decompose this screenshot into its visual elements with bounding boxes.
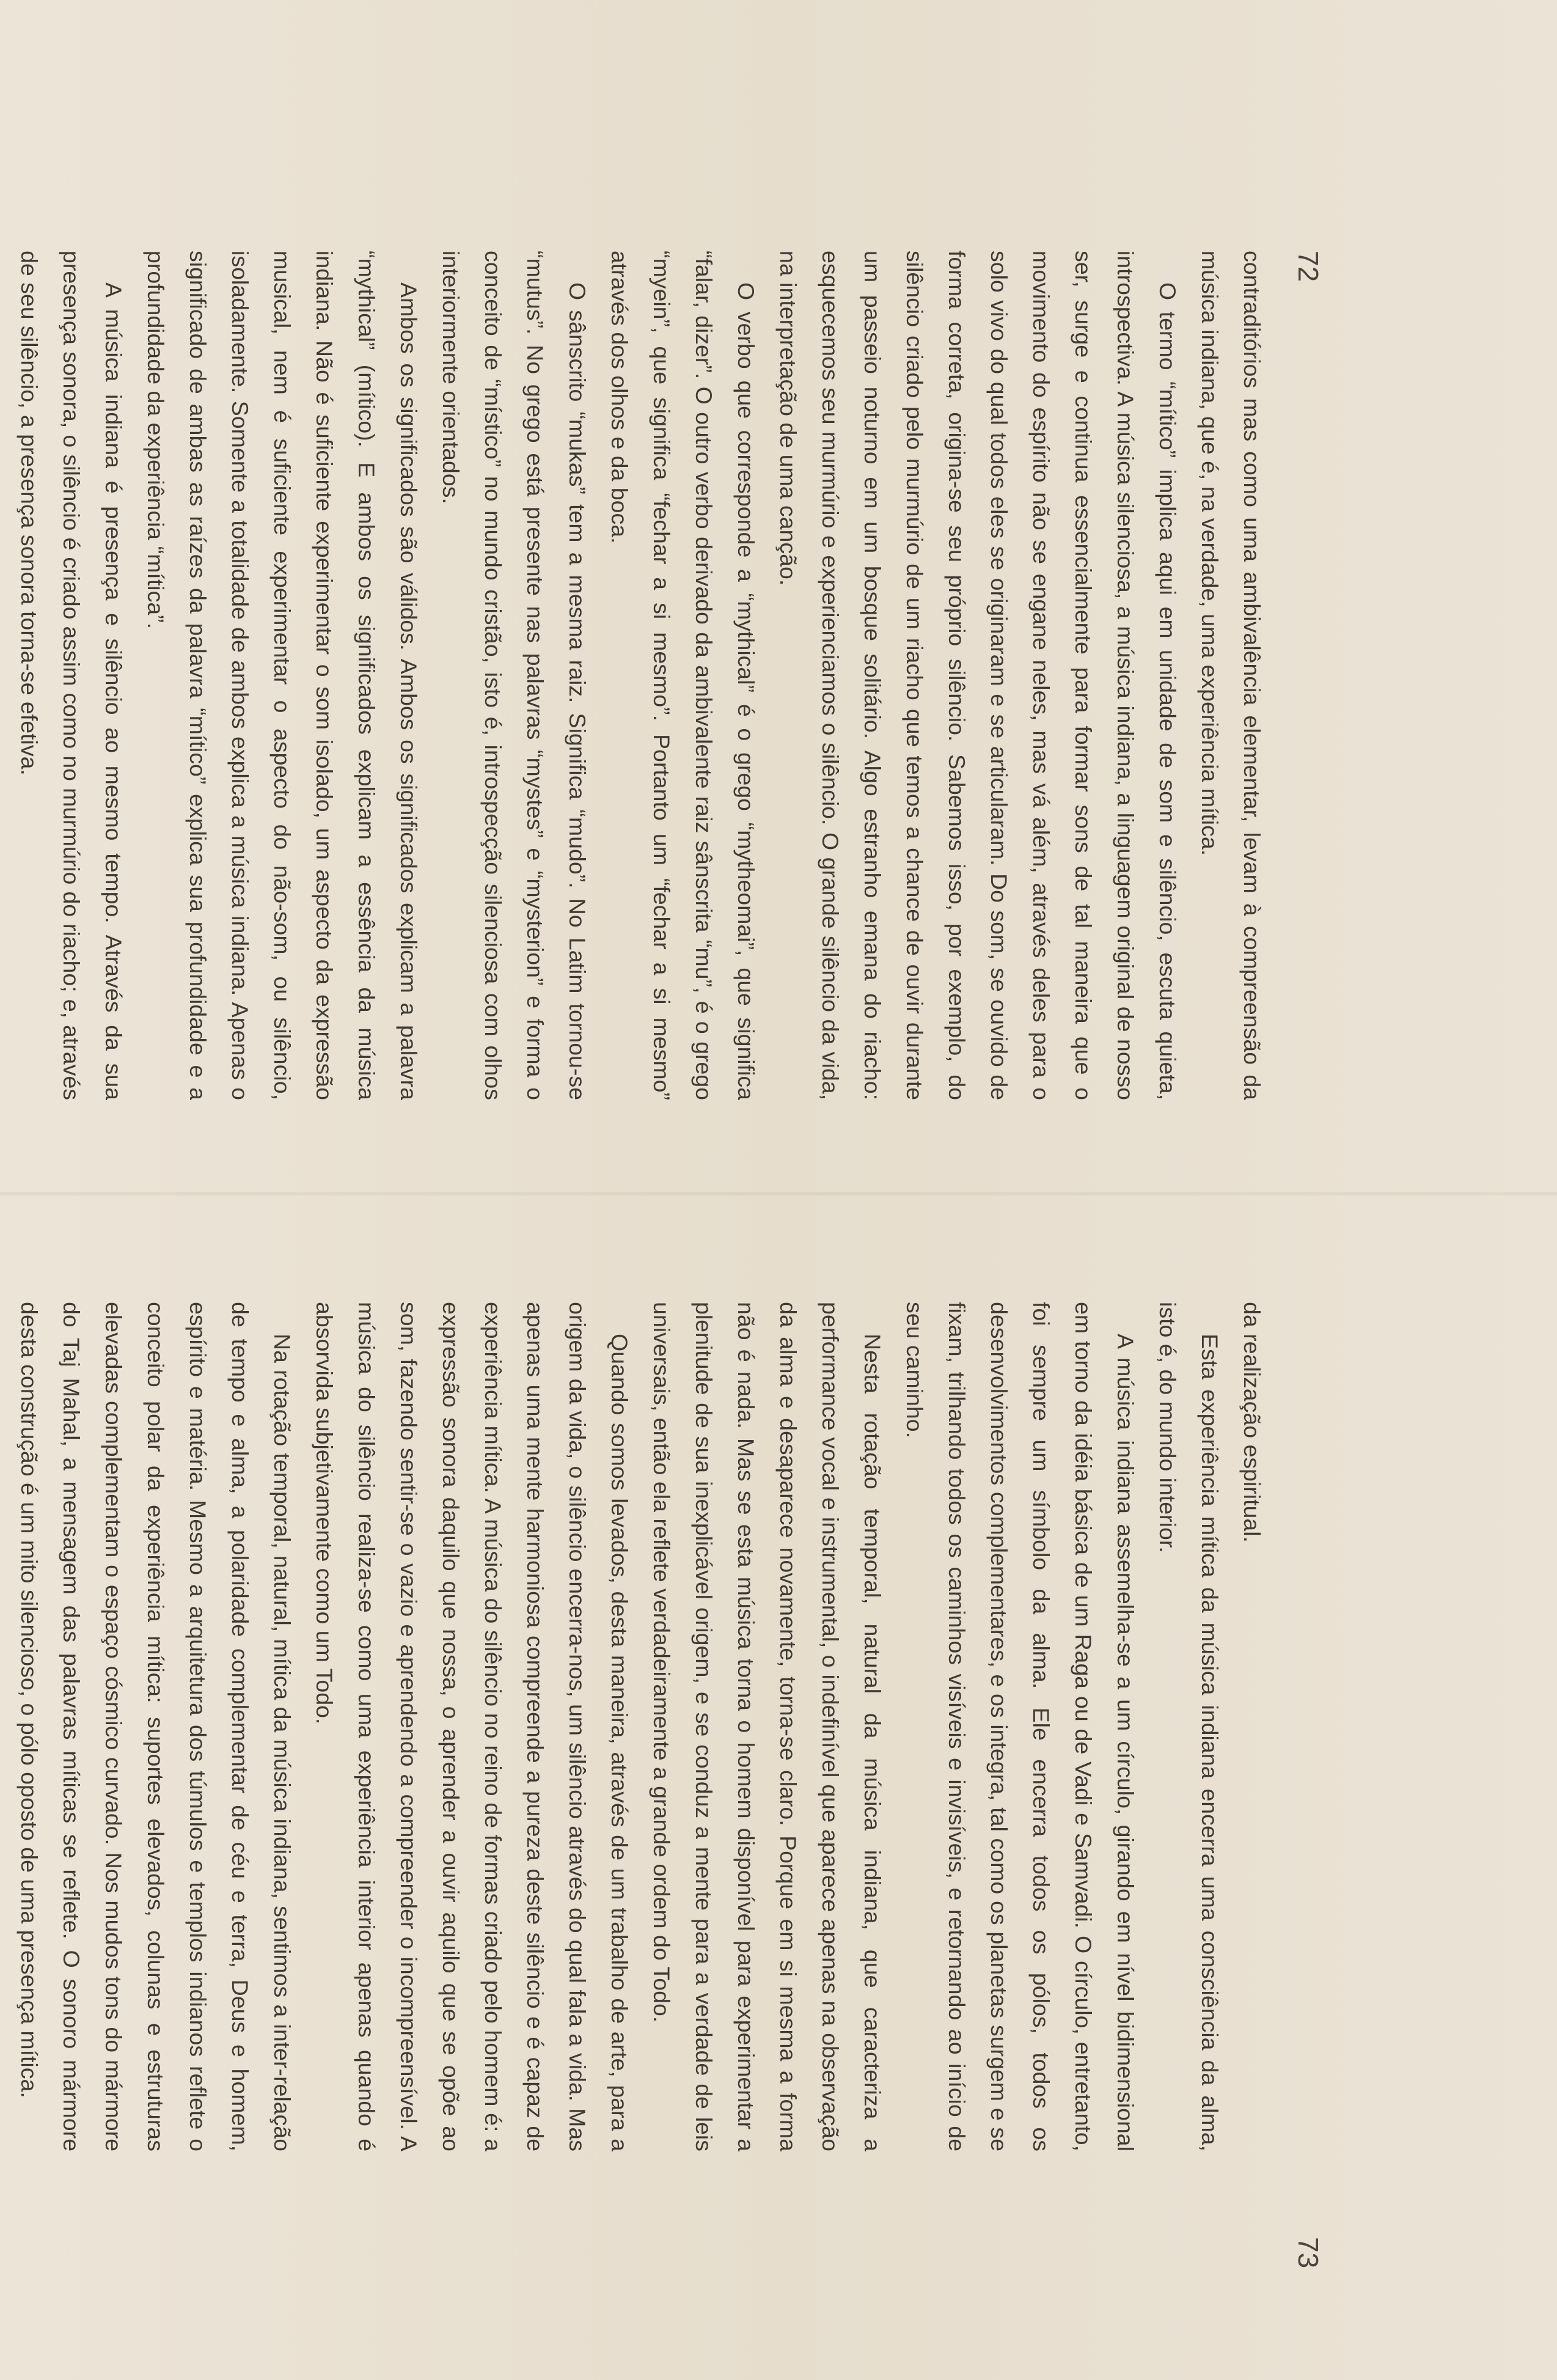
paragraph: [0, 251, 8, 1100]
paragraph: O verbo que corresponde a “mythical” é o grego “mytheomai”, que significa “falar, dizer”. O outro verbo derivado da ambivalente raiz sânscrita “mu”, é o grego “myein”, que significa “fechar a si mesmo”. Portanto um “fechar a si mesmo” através dos olhos e da boca.: [607, 251, 759, 1100]
paragraph: O sânscrito “mukas” tem a mesma raiz. Significa “mudo”. No Latim tornou-se “mutus”. No grego está presente nas palavras “mystes” e “mysterion” e forma o conceito de “místico” no mundo cristão, isto é, introspecção silenciosa com olhos interiormente orientados.: [438, 251, 590, 1100]
paragraph: Quando somos levados, desta maneira, através de um trabalho de arte, para a origem da vida, o silêncio encerra-nos, um silêncio através do qual fala a vida. Mas apenas uma mente harmoniosa compreende a pureza deste silêncio e é capaz de experiência mítica. A música do silêncio no reino de formas criado pelo homem é: a expressão sonora daquilo que nossa, o aprender a ouvir aquilo que se opõe ao som, fazendo sentir-se o vazio e aprendendo a compreender o incompreensível. A música do silêncio realiza-se como uma experiência interior apenas quando é absorvida subjetivamente como um Todo.: [312, 1302, 632, 2151]
paragraph: contraditórios mas como uma ambivalência elementar, levam à compreensão da música indiana, que é, na verdade, uma experiência mítica.: [1197, 251, 1265, 1100]
text-column-right: [0, 1302, 1273, 2151]
paragraph: O termo “mítico” implica aqui em unidade de som e silêncio, escuta quieta, introspectiva. A música silenciosa, a música indiana, a linguagem original de nosso ser, surge e continua essencialmente para formar sons de tal maneira que o movimento do espírito não se engane neles, mas vá além, através deles para o solo vivo do qual todos eles se originaram e se articularam. Do som, se ouvido de forma correta, origina-se seu próprio silêncio. Sabemos isso, por exemplo, do silêncio criado pelo murmúrio de um riacho que temos a chance de ouvir durante um passeio noturno em um bosque solitário. Algo estranho emana do riacho: esquecemos seu murmúrio e experienciamos o silêncio. O grande silêncio da vida, na interpretação de uma canção.: [775, 251, 1181, 1100]
page-number-right: 73: [1292, 2237, 1324, 2269]
paragraph: Esta experiência mítica da música indiana encerra uma consciência da alma, isto é, do mundo interior.: [1155, 1302, 1223, 2151]
paragraph: [0, 1302, 8, 2151]
paragraph: Nesta rotação temporal, natural da música indiana, que caracteriza a performance vocal e instrumental, o indefinível que aparece apenas na observação da alma e desaparece novamente, torna-se claro. Porque em si mesma a forma não é nada. Mas se esta música torna o homem disponível para experimentar a plenitude de sua inexplicável origem, e se conduz a mente para a verdade de leis universais, então ela reflete verdadeiramente a grande ordem do Todo.: [649, 1302, 885, 2151]
page-number-left: 72: [1292, 251, 1324, 282]
page-fold: [0, 1192, 1557, 1196]
paragraph: da realização espiritual.: [1239, 1302, 1265, 1543]
text-column-left: [0, 251, 1273, 1100]
paragraph: A música indiana assemelha-se a um círculo, girando em nível bidimensional em torno da idéia básica de um Raga ou de Vadi e Samvadi. O círculo, entretanto, foi sempre um símbolo da alma. Ele encerra todos os pólos, todos os desenvolvimentos complementares, e os integra, tal como os planetas surgem e se fixam, trilhando todos os caminhos visíveis e invisíveis, e retornando ao início de seu caminho.: [902, 1302, 1138, 2151]
paragraph: Na rotação temporal, natural, mítica da música indiana, sentimos a inter-relação de tempo e alma, a polaridade complementar de céu e terra, Deus e homem, espírito e matéria. Mesmo a arquitetura dos túmulos e templos indianos reflete o conceito polar da experiência mítica: suportes elevados, colunas e estruturas elevadas complementam o espaço cósmico curvado. Nos mudos tons do mármore do Taj Mahal, a mensagem das palavras míticas se reflete. O sonoro mármore desta construção é um mito silencioso, o pólo oposto de uma presença mítica.: [16, 1302, 295, 2151]
paragraph: Ambos os significados são válidos. Ambos os significados explicam a palavra “mythical” (mítico). E ambos os significados explicam a essência da música indiana. Não é suficiente experimentar o som isolado, um aspecto da expressão musical, nem é suficiente experimentar o aspecto do não-som, ou silêncio, isoladamente. Somente a totalidade de ambos explica a música indiana. Apenas o significado de ambas as raízes da palavra “mítico” explica sua profundidade e a profundidade da experiência “mítica”.: [143, 251, 422, 1100]
paragraph: A música indiana é presença e silêncio ao mesmo tempo. Através da sua presença sonora, o silêncio é criado assim como no murmúrio do riacho; e, através de seu silêncio, a presença sonora torna-se efetiva.: [16, 251, 126, 1100]
